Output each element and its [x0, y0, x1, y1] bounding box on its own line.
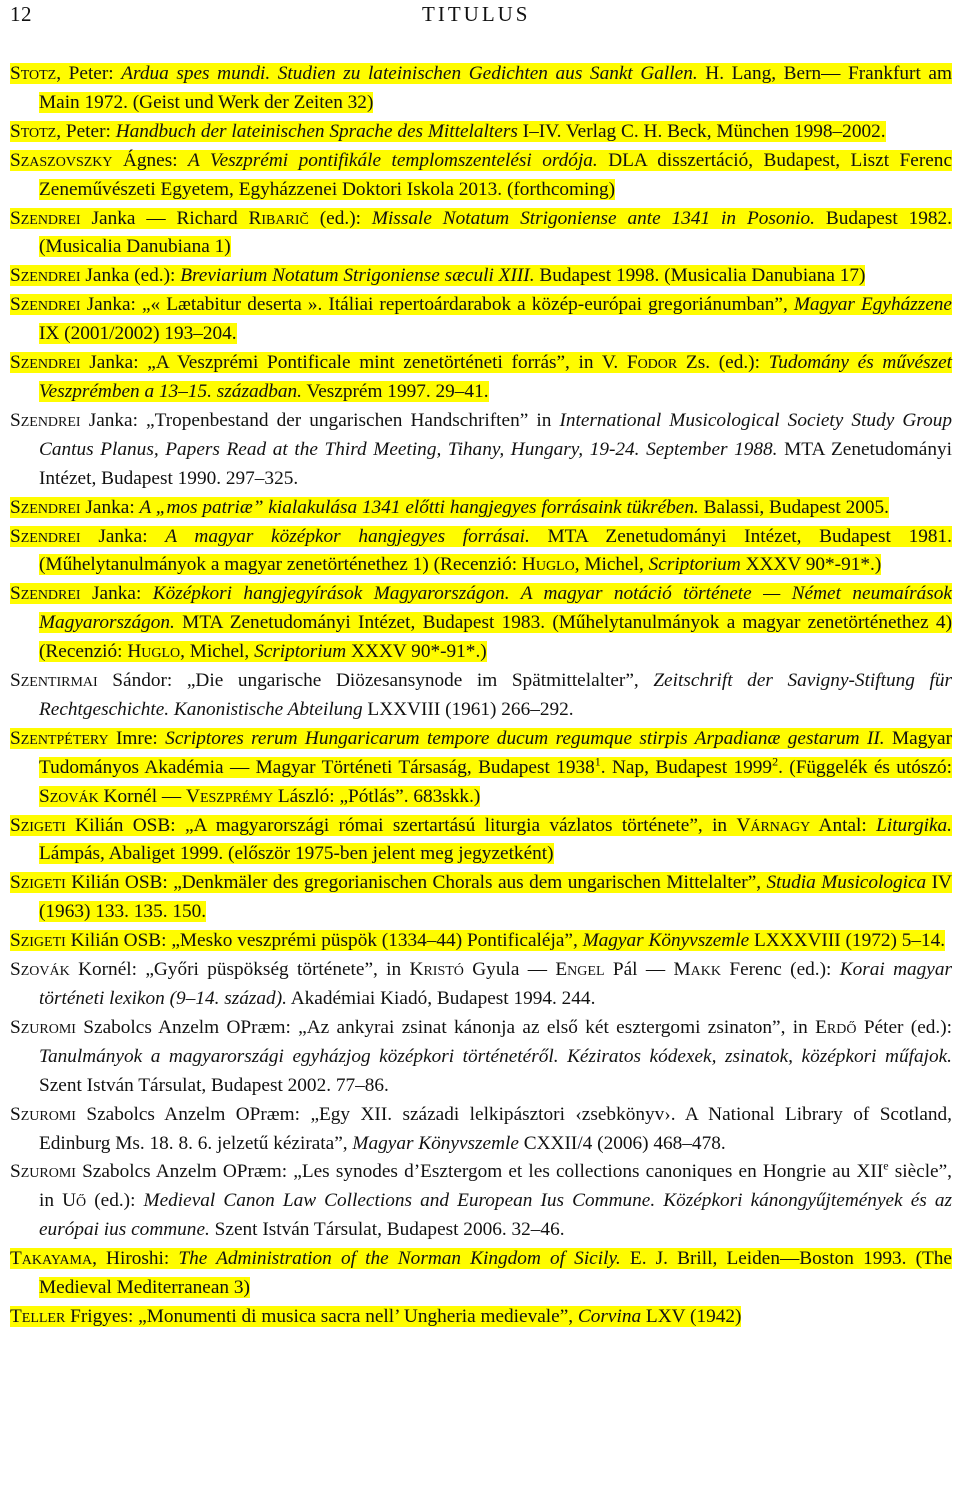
entry-segment: Kilián OSB: „A magyarországi római szertartású liturgia vázlatos története”, in: [65, 814, 737, 836]
entry-segment: Veszprém 1997. 29–41.: [301, 380, 489, 402]
bibliography-entry: [10, 407, 952, 494]
entry-segment: . (Függelék és utószó:: [778, 756, 952, 778]
author-name: Szendrei: [10, 352, 81, 374]
title-text: Zeitschrift der Savigny-Stiftung für Rechtgeschichte. Kanonistische Abteilung: [39, 670, 953, 720]
entry-segment: Péter (ed.):: [856, 1016, 953, 1038]
title-text: A Veszprémi pontifikále templomszentelési ordója.: [188, 149, 598, 171]
entry-text: [10, 1306, 741, 1327]
entry-segment: Pál —: [604, 959, 674, 981]
author-name: Szendrei: [10, 294, 81, 316]
author-name: Szigeti: [10, 872, 66, 894]
author-name: Kristó: [409, 959, 464, 981]
author-name: Veszprémy: [186, 785, 274, 807]
entry-text: [10, 959, 952, 1009]
superscript: e: [883, 1159, 889, 1174]
entry-segment: Szabolcs Anzelm OPræm: „Egy XII. századi lelkipásztori ‹zsebkönyv›. A National Library of Scotland, Edinburg Ms. 18. 8. 6. jelzetű kézirata”,: [39, 1103, 952, 1154]
entry-segment: XXXV 90*-91*.): [740, 554, 882, 576]
entry-text: [10, 1104, 952, 1154]
entry-segment: Zs. (ed.):: [677, 352, 769, 374]
entry-segment: Kilián OSB: „Denkmäler des gregorianischen Chorals aus dem ungarischen Mittelalter”,: [65, 872, 767, 894]
entry-segment: Ágnes:: [112, 149, 189, 171]
title-text: Középkori hangjegyírások Magyarországon. A magyar notáció története — Német neumaírások Magyarországon.: [39, 583, 952, 634]
entry-segment: Janka:: [80, 525, 166, 547]
entry-segment: E. J. Brill, Leiden—Boston 1993. (The Medieval Mediterranean 3): [39, 1248, 952, 1299]
entry-segment: László: „Pótlás”. 683skk.): [273, 785, 481, 807]
bibliography-entry: [10, 494, 952, 523]
entry-text: [10, 930, 945, 951]
entry-text: [10, 410, 952, 489]
entry-segment: Janka — Richard: [80, 207, 249, 229]
entry-segment: LXXXVIII (1972) 5–14.: [749, 930, 946, 952]
entry-segment: Szent István Társulat, Budapest 2002. 77–86.: [39, 1074, 389, 1096]
entry-segment: MTA Zenetudományi Intézet, Budapest 1981. (Műhelytanulmányok a magyar zenetörténethez 1) (Recenzió:: [39, 525, 952, 576]
author-name: Ribarič: [248, 207, 309, 229]
entry-segment: Janka: „« Lætabitur deserta ». Itáliai repertoárdarabok a közép-európai gregoriánumban”,: [80, 294, 794, 316]
page-number: 12: [10, 2, 32, 26]
entry-text: [10, 670, 952, 720]
title-text: Tanulmányok a magyarországi egyházjog középkori történetéről. Kéziratos kódexek, zsinatok, középkori műfajok.: [39, 1045, 952, 1067]
page-header: [0, 0, 960, 30]
entry-segment: Janka: „A Veszprémi Pontificale mint zenetörténeti forrás”, in V.: [80, 352, 627, 374]
author-name: Szuromi: [10, 1103, 76, 1125]
title-text: Magyar Könyvszemle: [352, 1132, 519, 1154]
author-name: Stotz: [10, 63, 57, 84]
entry-segment: Balassi, Budapest 2005.: [698, 496, 889, 518]
bibliography-entry: [10, 291, 952, 349]
author-name: Takayama: [10, 1248, 93, 1270]
bibliography-entry: [10, 1303, 952, 1332]
entry-segment: Budapest 1982. (Musicalia Danubiana 1): [39, 207, 952, 258]
entry-text: [10, 497, 889, 518]
bibliography-entry: [10, 60, 952, 118]
entry-segment: Kilián OSB: „Mesko veszprémi püspök (1334–44) Pontificaléja”,: [65, 930, 583, 952]
bibliography-entry: [10, 118, 952, 147]
running-title: TITULUS: [422, 2, 531, 26]
entry-segment: LXXVIII (1961) 266–292.: [362, 698, 574, 720]
entry-segment: CXXII/4 (2006) 468–478.: [518, 1132, 726, 1154]
bibliography-entry: [10, 1158, 952, 1245]
entry-text: [10, 150, 952, 200]
entry-text: [10, 294, 952, 344]
entry-segment: IX (2001/2002) 193–204.: [39, 323, 237, 345]
author-name: Várnagy: [736, 814, 811, 836]
author-name: Erdő: [815, 1016, 857, 1038]
entry-segment: Akadémiai Kiadó, Budapest 1994. 244.: [286, 988, 596, 1009]
entry-segment: siècle”, in: [39, 1161, 952, 1212]
entry-segment: Janka (ed.):: [80, 265, 181, 287]
author-name: Szendrei: [10, 525, 81, 547]
title-text: Magyar Könyvszemle: [582, 930, 750, 952]
entry-segment: Ferenc (ed.):: [720, 959, 840, 981]
author-name: Szendrei: [10, 207, 81, 229]
bibliography-entry: [10, 349, 952, 407]
title-text: Scriptorium: [648, 554, 741, 576]
title-text: Corvina: [577, 1305, 642, 1327]
author-name: Szovák: [10, 959, 70, 981]
author-name: Szendrei: [10, 265, 81, 287]
entry-segment: Kornél: „Győri püspökség története”, in: [69, 959, 410, 981]
entry-segment: Janka:: [80, 583, 153, 605]
entry-segment: (ed.):: [86, 1190, 144, 1212]
entry-segment: MTA Zenetudományi Intézet, Budapest 1983. (Műhelytanulmányok a magyar zenetörténethez 4) (Recenzió:: [39, 612, 952, 663]
author-name: Szendrei: [10, 409, 81, 431]
title-text: Scriptores rerum Hungaricarum tempore ducum regumque stirpis Arpadianæ gestarum II.: [165, 727, 885, 749]
entry-segment: Frigyes: „Monumenti di musica sacra nell’ Ungheria medievale”,: [65, 1305, 578, 1327]
entry-text: [10, 352, 952, 402]
author-name: Teller: [10, 1305, 66, 1327]
entry-segment: , Michel,: [574, 554, 649, 576]
entry-segment: , Michel,: [180, 641, 255, 663]
title-text: Liturgika.: [876, 814, 952, 836]
bibliography-entry: [10, 667, 952, 725]
title-text: A „mos patriæ” kialakulása 1341 előtti hangjegyes forrásaink tükrében.: [139, 496, 699, 518]
title-text: A magyar középkor hangjegyes forrásai.: [165, 525, 530, 547]
title-text: Ardua spes mundi. Studien zu lateinischen Gedichten aus Sankt Gallen.: [121, 63, 698, 84]
entry-segment: Antal:: [810, 814, 877, 836]
entry-segment: XXXV 90*-91*.): [346, 641, 487, 663]
bibliography-entry: [10, 869, 952, 927]
author-name: Fodor: [626, 352, 678, 374]
entry-segment: Imre:: [108, 727, 166, 749]
author-name: Szigeti: [10, 814, 66, 836]
bibliography-list: [10, 60, 952, 1332]
entry-segment: I–IV. Verlag C. H. Beck, München 1998–2002.: [517, 120, 886, 142]
author-name: Szovák: [39, 785, 99, 807]
title-text: International Musicological Society Study Group Cantus Planus, Papers Read at the Third Meeting, Tihany, Hungary, 19-24. September 1988.: [39, 409, 952, 460]
entry-segment: (ed.):: [308, 207, 372, 229]
entry-text: [10, 265, 865, 286]
entry-segment: Budapest 1998. (Musicalia Danubiana 17): [534, 265, 866, 287]
author-name: Stotz: [10, 120, 57, 142]
author-name: Huglo: [521, 554, 575, 576]
entry-segment: Szent István Társulat, Budapest 2006. 32–46.: [209, 1219, 565, 1241]
entry-segment: Gyula —: [463, 959, 556, 981]
author-name: Szuromi: [10, 1016, 76, 1038]
entry-segment: LXV (1942): [641, 1305, 742, 1327]
entry-text: [10, 208, 952, 258]
entry-segment: Magyar Tudományos Akadémia — Magyar Történeti Társaság, Budapest 1938: [39, 727, 952, 778]
entry-segment: Kornél —: [98, 785, 187, 807]
bibliography-entry: [10, 523, 952, 581]
bibliography-entry: [10, 147, 952, 205]
author-name: Szigeti: [10, 930, 66, 952]
entry-text: [10, 728, 952, 807]
author-name: Szentirmai: [10, 670, 98, 692]
author-name: Szaszovszky: [10, 149, 113, 171]
bibliography-entry: [10, 725, 952, 812]
entry-segment: , Peter:: [56, 63, 122, 84]
title-text: Breviarium Notatum Strigoniense sæculi XIII.: [180, 265, 535, 287]
author-name: Makk: [673, 959, 721, 981]
bibliography-entry: [10, 927, 952, 956]
entry-segment: MTA Zenetudományi Intézet, Budapest 1990. 297–325.: [39, 438, 952, 489]
bibliography-entry: [10, 1014, 952, 1101]
entry-segment: Janka: „Tropenbestand der ungarischen Handschriften” in: [80, 409, 560, 431]
title-text: The Administration of the Norman Kingdom of Sicily.: [178, 1248, 621, 1270]
entry-segment: DLA disszertáció, Budapest, Liszt Ferenc Zeneművészeti Egyetem, Egyházzenei Doktori Iskola 2013. (forthcoming): [39, 149, 953, 200]
entry-text: [10, 121, 886, 142]
title-text: Korai magyar történeti lexikon (9–14. század).: [39, 959, 953, 1009]
bibliography-entry: [10, 1245, 952, 1303]
bibliography-entry: [10, 262, 952, 291]
entry-segment: Szabolcs Anzelm OPræm: „Les synodes d’Esztergom et les collections canoniques en Hongrie au XII: [75, 1161, 884, 1183]
bibliography-entry: [10, 812, 952, 870]
entry-segment: Sándor: „Die ungarische Diözesansynode im Spätmittelalter”,: [97, 670, 654, 692]
bibliography-entry: [10, 1101, 952, 1159]
title-text: Studia Musicologica: [766, 872, 927, 894]
entry-segment: Lámpás, Abaliget 1999. (először 1975-ben jelent meg jegyzetként): [39, 843, 554, 865]
entry-text: [10, 1017, 952, 1096]
author-name: Uő: [62, 1190, 87, 1212]
author-name: Szuromi: [10, 1161, 76, 1183]
entry-text: [10, 815, 952, 865]
title-text: Missale Notatum Strigoniense ante 1341 in Posonio.: [371, 207, 815, 229]
title-text: Handbuch der lateinischen Sprache des Mittelalters: [115, 120, 518, 142]
entry-segment: IV (1963) 133. 135. 150.: [39, 872, 952, 923]
entry-text: [10, 526, 952, 576]
entry-text: [10, 63, 952, 113]
bibliography-entry: [10, 956, 952, 1014]
entry-segment: Janka:: [80, 496, 140, 518]
entry-segment: , Hiroshi:: [92, 1248, 179, 1270]
entry-segment: Szabolcs Anzelm OPræm: „Az ankyrai zsinat kánonja az első két esztergomi zsinaton”, in: [75, 1016, 816, 1038]
author-name: Szentpétery: [10, 727, 109, 749]
entry-segment: , Peter:: [56, 120, 116, 142]
author-name: Szendrei: [10, 583, 81, 605]
entry-text: [10, 1248, 952, 1298]
entry-text: [10, 583, 952, 662]
bibliography-entry: [10, 205, 952, 263]
title-text: Magyar Egyházzene: [793, 294, 952, 316]
title-text: Medieval Canon Law Collections and European Ius Commune. Középkori kánongyűjtemények és az európai ius commune.: [39, 1190, 952, 1241]
superscript: 2: [772, 754, 779, 769]
title-text: Tudomány és művészet Veszprémben a 13–15. században.: [39, 352, 952, 402]
author-name: Huglo: [127, 641, 181, 663]
superscript: 1: [594, 754, 601, 769]
bibliography-entry: [10, 580, 952, 667]
title-text: Scriptorium: [254, 641, 347, 663]
entry-segment: . Nap, Budapest 1999: [600, 756, 773, 778]
entry-text: [10, 872, 952, 922]
entry-text: [10, 1161, 952, 1240]
author-name: Szendrei: [10, 496, 81, 518]
author-name: Engel: [555, 959, 605, 981]
entry-segment: H. Lang, Bern— Frankfurt am Main 1972. (Geist und Werk der Zeiten 32): [39, 63, 952, 113]
